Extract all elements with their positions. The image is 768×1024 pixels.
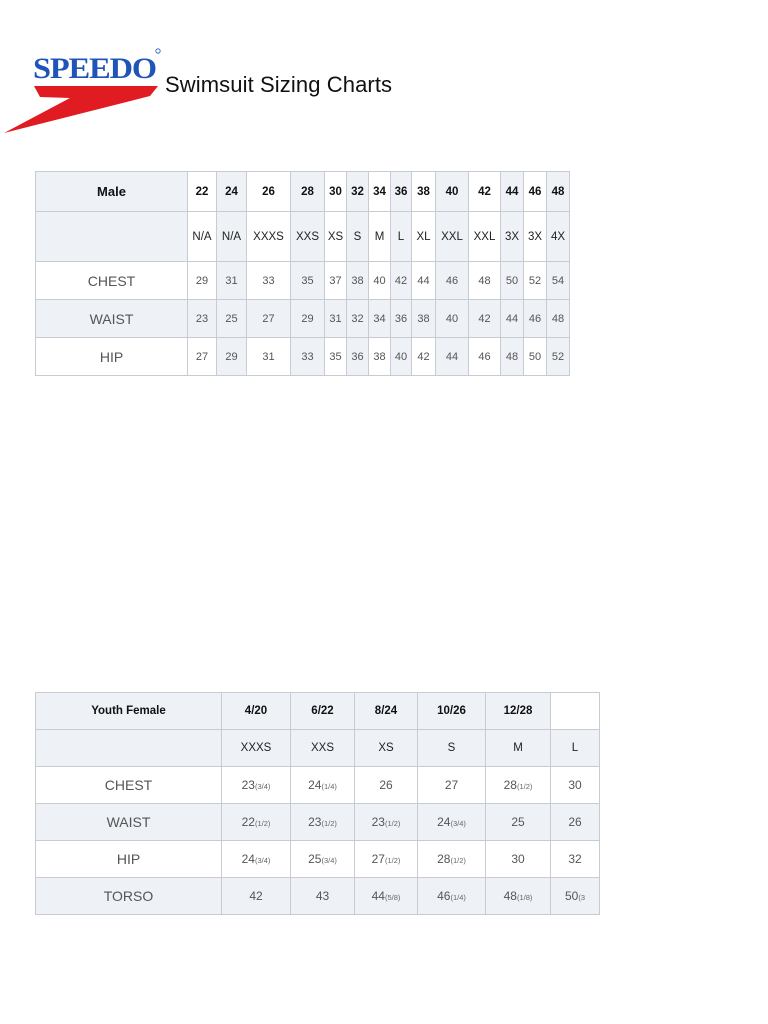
female-value-cell	[291, 841, 355, 878]
value-fraction: (1/2)	[384, 856, 401, 865]
value-fraction: (1/2)	[254, 819, 271, 828]
value-fraction: (5/8)	[384, 893, 401, 902]
male-value-cell: 42	[391, 262, 412, 300]
female-value-cell	[355, 878, 418, 915]
male-value-cell: 38	[347, 262, 369, 300]
value-whole: 22	[241, 815, 255, 829]
value-whole: 28	[503, 778, 517, 792]
male-value-cell: 31	[247, 338, 291, 376]
male-value-cell: 23	[188, 300, 217, 338]
male-value-cell: 38	[369, 338, 391, 376]
female-value-cell	[486, 878, 551, 915]
male-value-cell: 27	[247, 300, 291, 338]
female-size-cell: XXXS	[222, 730, 291, 767]
male-value-cell: 33	[247, 262, 291, 300]
male-col-header: 32	[347, 172, 369, 212]
male-col-header: 28	[291, 172, 325, 212]
value-whole: 23	[371, 815, 385, 829]
female-size-cell: M	[486, 730, 551, 767]
male-col-header: 46	[524, 172, 547, 212]
female-col-header	[551, 693, 600, 730]
male-value-cell: 54	[547, 262, 570, 300]
female-value-cell	[222, 878, 291, 915]
value-whole: 50	[564, 889, 579, 903]
value-whole: 23	[308, 815, 322, 829]
value-whole: 48	[503, 889, 517, 903]
value-whole: 43	[315, 889, 330, 903]
male-col-header: 24	[217, 172, 247, 212]
male-value-cell: 36	[391, 300, 412, 338]
male-value-cell: 50	[524, 338, 547, 376]
male-value-cell: 42	[469, 300, 501, 338]
female-corner-label: Youth Female	[36, 693, 222, 730]
value-whole: 27	[371, 852, 385, 866]
male-value-cell: 48	[501, 338, 524, 376]
female-row-label: CHEST	[36, 767, 222, 804]
male-corner-label: Male	[36, 172, 188, 212]
male-size-cell: 3X	[501, 212, 524, 262]
male-value-cell: 52	[547, 338, 570, 376]
female-value-cell	[486, 804, 551, 841]
value-whole: 25	[511, 815, 525, 829]
male-value-cell: 50	[501, 262, 524, 300]
value-fraction: (3/4)	[254, 856, 271, 865]
female-col-header: 10/26	[418, 693, 486, 730]
male-row-label: HIP	[36, 338, 188, 376]
speedo-logo	[0, 40, 170, 140]
value-whole: 42	[249, 889, 263, 903]
male-size-cell: N/A	[217, 212, 247, 262]
value-whole: 32	[568, 852, 582, 866]
value-fraction: (1/4)	[450, 893, 466, 902]
female-row-label: HIP	[36, 841, 222, 878]
female-value-cell	[551, 841, 600, 878]
male-value-cell: 31	[217, 262, 247, 300]
male-value-cell: 27	[188, 338, 217, 376]
male-col-header: 26	[247, 172, 291, 212]
male-value-cell: 40	[391, 338, 412, 376]
male-value-cell: 29	[217, 338, 247, 376]
male-value-cell: 44	[501, 300, 524, 338]
male-col-header: 38	[412, 172, 436, 212]
female-value-cell	[291, 878, 355, 915]
female-value-cell	[418, 767, 486, 804]
value-whole: 25	[308, 852, 322, 866]
male-size-row	[36, 212, 570, 262]
male-header-row	[36, 172, 570, 212]
male-value-cell: 44	[412, 262, 436, 300]
male-value-cell: 46	[524, 300, 547, 338]
male-row-label: CHEST	[36, 262, 188, 300]
female-value-cell	[551, 767, 600, 804]
male-value-cell: 48	[469, 262, 501, 300]
male-col-header: 22	[188, 172, 217, 212]
male-value-cell: 32	[347, 300, 369, 338]
male-value-cell: 40	[436, 300, 469, 338]
value-fraction: (1/2)	[450, 856, 466, 865]
value-whole: 46	[437, 889, 451, 903]
female-row-torso	[36, 878, 600, 915]
male-value-cell: 46	[436, 262, 469, 300]
male-value-cell: 35	[291, 262, 325, 300]
female-size-cell: S	[418, 730, 486, 767]
male-size-cell: N/A	[188, 212, 217, 262]
male-size-cell: XXXS	[247, 212, 291, 262]
female-col-header: 4/20	[222, 693, 291, 730]
value-whole: 23	[241, 778, 255, 792]
male-row-chest	[36, 262, 570, 300]
value-fraction: (3	[578, 893, 586, 902]
value-fraction: (1/8)	[516, 893, 533, 902]
female-value-cell	[418, 878, 486, 915]
value-whole: 24	[241, 852, 255, 866]
value-whole: 26	[568, 815, 582, 829]
male-col-header: 40	[436, 172, 469, 212]
value-whole: 30	[511, 852, 525, 866]
page-title: Swimsuit Sizing Charts	[165, 72, 393, 97]
value-fraction: (1/2)	[321, 819, 337, 828]
male-value-cell: 33	[291, 338, 325, 376]
male-row-waist	[36, 300, 570, 338]
logo-boomerang	[4, 86, 158, 133]
value-fraction: (3/4)	[450, 819, 466, 828]
male-size-cell: XS	[325, 212, 347, 262]
male-size-cell: M	[369, 212, 391, 262]
male-value-cell: 44	[436, 338, 469, 376]
male-col-header: 44	[501, 172, 524, 212]
male-value-cell: 42	[412, 338, 436, 376]
male-size-cell: XXL	[469, 212, 501, 262]
male-value-cell: 31	[325, 300, 347, 338]
male-size-cell: XL	[412, 212, 436, 262]
female-value-cell	[222, 841, 291, 878]
female-value-cell	[222, 804, 291, 841]
page-header	[0, 40, 768, 140]
female-size-cell: XXS	[291, 730, 355, 767]
male-row-hip	[36, 338, 570, 376]
value-fraction: (1/4)	[321, 782, 337, 791]
female-size-cell: XS	[355, 730, 418, 767]
male-value-cell: 48	[547, 300, 570, 338]
male-size-cell: 4X	[547, 212, 570, 262]
female-row-label: WAIST	[36, 804, 222, 841]
youth-female-size-table	[35, 692, 600, 915]
value-whole: 24	[437, 815, 451, 829]
value-whole: 26	[379, 778, 393, 792]
male-col-header: 42	[469, 172, 501, 212]
female-col-header: 12/28	[486, 693, 551, 730]
male-size-cell: XXS	[291, 212, 325, 262]
value-fraction: (1/2)	[384, 819, 401, 828]
male-value-cell: 35	[325, 338, 347, 376]
female-col-header: 8/24	[355, 693, 418, 730]
female-row-waist	[36, 804, 600, 841]
female-value-cell	[291, 804, 355, 841]
value-fraction: (3/4)	[254, 782, 271, 791]
male-col-header: 36	[391, 172, 412, 212]
male-col-header: 34	[369, 172, 391, 212]
female-value-cell	[486, 841, 551, 878]
male-value-cell: 36	[347, 338, 369, 376]
female-value-cell	[355, 804, 418, 841]
value-whole: 44	[371, 889, 385, 903]
male-value-cell: 38	[412, 300, 436, 338]
male-col-header: 30	[325, 172, 347, 212]
female-size-cell: L	[551, 730, 600, 767]
male-value-cell: 29	[188, 262, 217, 300]
female-value-cell	[355, 841, 418, 878]
female-value-cell	[355, 767, 418, 804]
female-value-cell	[551, 804, 600, 841]
male-value-cell: 46	[469, 338, 501, 376]
value-whole: 30	[568, 778, 582, 792]
male-size-corner	[36, 212, 188, 262]
female-header-row	[36, 693, 600, 730]
female-size-row	[36, 730, 600, 767]
male-value-cell: 25	[217, 300, 247, 338]
male-value-cell: 52	[524, 262, 547, 300]
value-whole: 24	[308, 778, 322, 792]
female-value-cell	[486, 767, 551, 804]
female-row-chest	[36, 767, 600, 804]
female-row-hip	[36, 841, 600, 878]
female-size-corner	[36, 730, 222, 767]
male-row-label: WAIST	[36, 300, 188, 338]
female-col-header: 6/22	[291, 693, 355, 730]
logo-wordmark: SPEEDO	[33, 52, 156, 85]
female-value-cell	[222, 767, 291, 804]
male-size-cell: 3X	[524, 212, 547, 262]
female-value-cell	[418, 804, 486, 841]
value-fraction: (1/2)	[516, 782, 533, 791]
male-size-cell: XXL	[436, 212, 469, 262]
female-value-cell	[418, 841, 486, 878]
value-fraction: (3/4)	[321, 856, 337, 865]
value-whole: 27	[444, 778, 459, 792]
female-value-cell	[291, 767, 355, 804]
male-value-cell: 29	[291, 300, 325, 338]
male-size-cell: S	[347, 212, 369, 262]
male-size-table	[35, 171, 570, 376]
male-value-cell: 37	[325, 262, 347, 300]
male-value-cell: 40	[369, 262, 391, 300]
female-value-cell	[551, 878, 600, 915]
female-row-label: TORSO	[36, 878, 222, 915]
male-col-header: 48	[547, 172, 570, 212]
male-value-cell: 34	[369, 300, 391, 338]
value-whole: 28	[437, 852, 451, 866]
male-size-cell: L	[391, 212, 412, 262]
